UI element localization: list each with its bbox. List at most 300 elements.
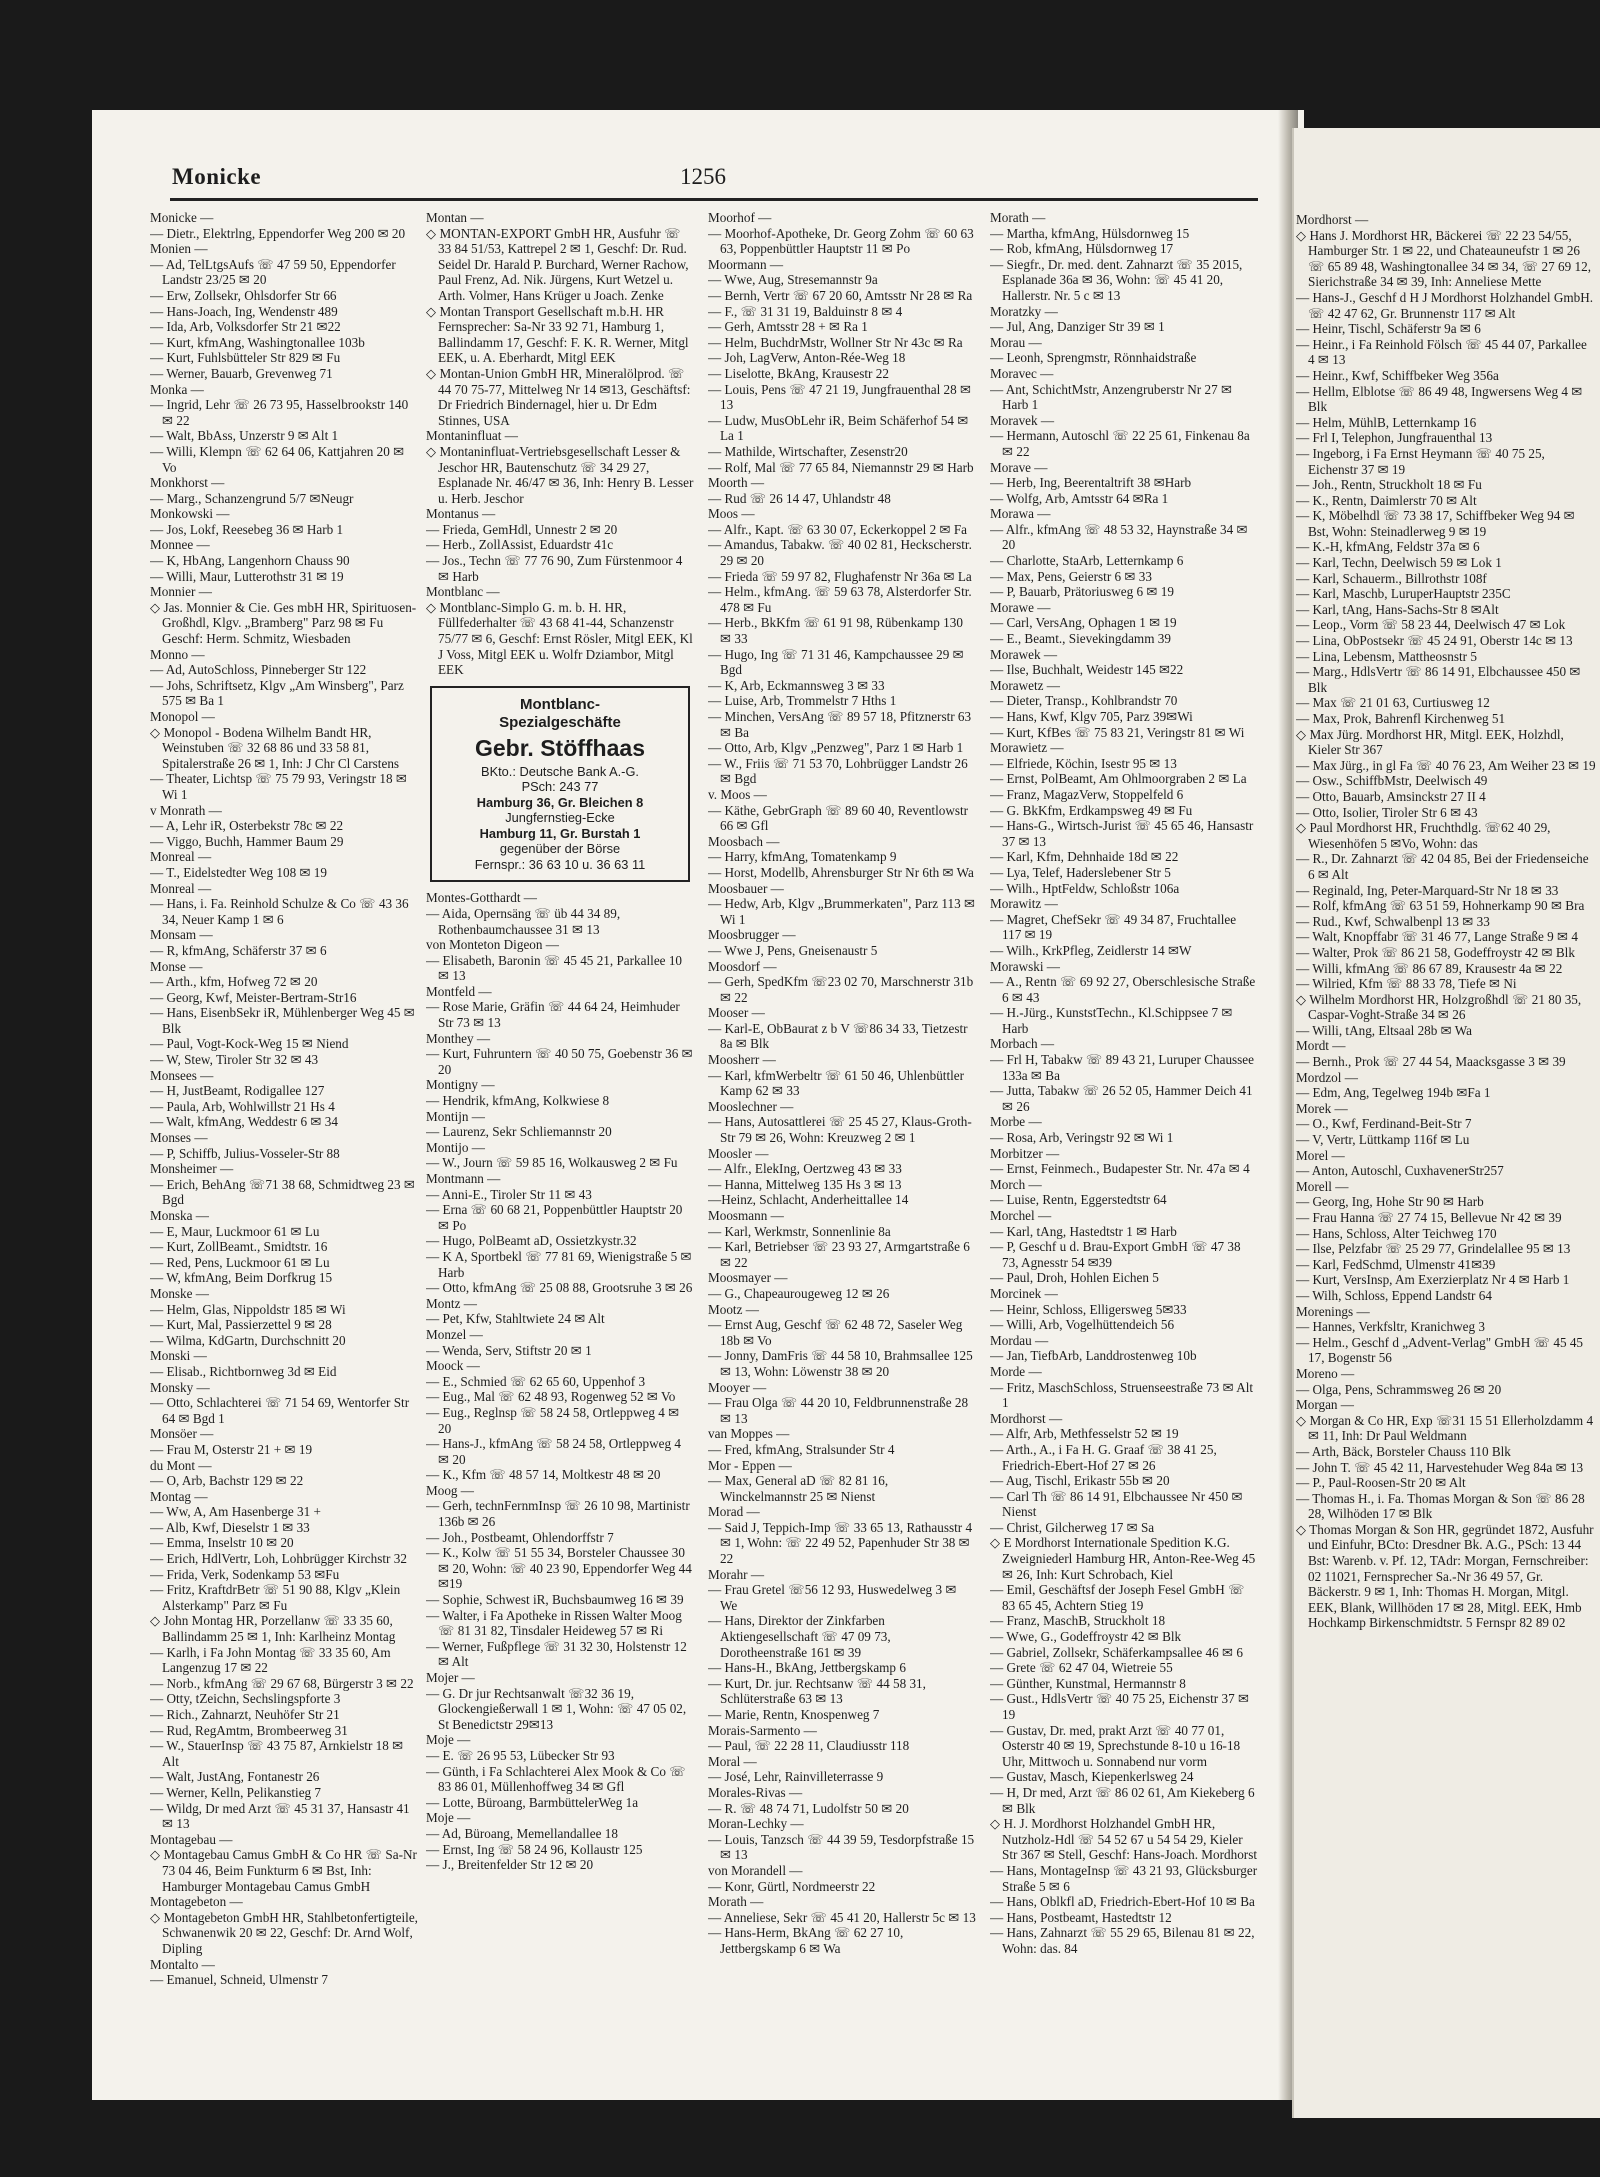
directory-entry: — Franz, MaschB, Struckholt 18 — [990, 1613, 1166, 1629]
ad-line-2: Spezialgeschäfte — [499, 713, 621, 731]
directory-entry: — E., Beamt., Sievekingdamm 39 — [990, 631, 1171, 647]
surname-heading: Montagebau — — [150, 1831, 233, 1847]
directory-entry: — Thomas H., i. Fa. Thomas Morgan & Son ☏ 86 28 28, Wilhöden 17 ✉ Blk — [1296, 1490, 1585, 1522]
directory-entry: — Grete ☏ 62 47 04, Wietreie 55 — [990, 1660, 1173, 1676]
surname-heading: Morawitz — — [990, 896, 1058, 912]
directory-entry: — G. Dr jur Rechtsanwalt ☏32 36 19, Glockengießerwall 1 ✉ 1, Wohn: ☏ 47 05 02, St Benedictstr 29✉13 — [426, 1685, 687, 1732]
directory-entry: — Joh., Postbeamt, Ohlendorffstr 7 — [426, 1529, 614, 1545]
surname-heading: Montijo — — [426, 1139, 485, 1155]
surname-heading: Monreal — — [150, 880, 212, 896]
surname-heading: Morbitzer — — [990, 1145, 1060, 1161]
directory-entry: — Ant, SchichtMstr, Anzengruberstr Nr 27 ✉ Harb 1 — [990, 381, 1233, 413]
directory-entry: — Otto, kfmAng ☏ 25 08 88, Grootsruhe 3 ✉ 26 — [426, 1280, 693, 1296]
directory-entry: — T., Eidelstedter Weg 108 ✉ 19 — [150, 864, 327, 880]
directory-entry: — Frau Olga ☏ 44 20 10, Feldbrunnenstraße 28 ✉ 13 — [708, 1395, 969, 1426]
surname-heading: Montfeld — — [426, 983, 492, 999]
directory-entry: — Kurt, KfBes ☏ 75 83 21, Veringstr 81 ✉ Wi — [990, 724, 1245, 740]
surname-heading: Montaninfluat — — [426, 428, 518, 444]
directory-entry: — Max Jürg., in gl Fa ☏ 40 76 23, Am Weiher 23 ✉ 19 — [1296, 757, 1596, 773]
directory-entry: — Lina, ObPostsekr ☏ 45 24 91, Oberstr 14c ✉ 13 — [1296, 633, 1573, 649]
ad-phone: Fernspr.: 36 63 10 u. 36 63 11 — [474, 856, 646, 872]
surname-heading: Moosmann — — [708, 1208, 784, 1223]
directory-entry: — J., Breitenfelder Str 12 ✉ 20 — [426, 1857, 594, 1873]
directory-entry: — Erw, Zollsekr, Ohlsdorfer Str 66 — [150, 287, 337, 303]
surname-heading: Morde — — [990, 1363, 1042, 1379]
directory-entry: — Gerh, technFernmInsp ☏ 26 10 98, Martinistr 136b ✉ 26 — [426, 1498, 690, 1530]
directory-entry: — Marg., Schanzengrund 5/7 ✉Neugr — [150, 490, 354, 506]
surname-heading: Morcinek — — [990, 1285, 1058, 1301]
directory-entry: — Gabriel, Zollsekr, Schäferkampsallee 46 ✉ 6 — [990, 1644, 1243, 1660]
directory-entry: — Alfr, Arb, Methfesselstr 52 ✉ 19 — [990, 1426, 1179, 1442]
directory-entry: — Kurt, kfmAng, Washingtonallee 103b — [150, 334, 365, 350]
surname-heading: Montanus — — [426, 506, 496, 522]
directory-entry: — Kurt, Dr. jur. Rechtsanw ☏ 44 58 31, Schlüterstraße 63 ✉ 13 — [708, 1675, 926, 1707]
directory-entry: — O, Arb, Bachstr 129 ✉ 22 — [150, 1473, 304, 1489]
directory-entry: — Minchen, VersAng ☏ 89 57 18, Pfitznerstr 63 ✉ Ba — [708, 709, 972, 740]
surname-heading: von Morandell — — [708, 1862, 803, 1878]
surname-heading: Mor - Eppen — — [708, 1457, 792, 1473]
directory-entry: — K, HbAng, Langenhorn Chauss 90 — [150, 553, 350, 569]
directory-entry: — H.-Jürg., KunststTechn., Kl.Schippsee 7 ✉ Harb — [990, 1005, 1233, 1036]
directory-entry: — Jonny, DamFris ☏ 44 58 10, Brahmsallee 125 ✉ 13, Wohn: Löwenstr 38 ✉ 20 — [708, 1348, 973, 1379]
column-4 — [990, 210, 1258, 2090]
surname-heading: Monski — — [150, 1348, 207, 1364]
directory-entry: ◇ H. J. Mordhorst Holzhandel GmbH HR, Nutzholz-Hdl ☏ 54 52 67 u 54 54 29, Kieler Str 367 ✉ Stell, Geschf: Hans-Joach. Mordhorst — [990, 1816, 1257, 1863]
surname-heading: Montz — — [426, 1295, 477, 1311]
directory-entry: — Kurt, ZollBeamt., Smidtstr. 16 — [150, 1239, 328, 1255]
surname-heading: Moog — — [426, 1482, 474, 1498]
directory-entry: — Konr, Gürtl, Nordmeerstr 22 — [708, 1878, 876, 1894]
directory-entry: ◇ Hans J. Mordhorst HR, Bäckerei ☏ 22 23 54/55, Hamburger Str. 1 ✉ 22, und Chateauneufstr 1 ✉ 26 ☏ 65 89 48, Washingtonallee 34 ✉ 34, ☏ 27 69 12, Sierichstraße 34 ✉ 39, Inh: Anneliese Mette — [1296, 227, 1592, 290]
surname-heading: Morenings — — [1296, 1303, 1370, 1319]
directory-entry: — Johs, Schriftsetz, Klgv „Am Winsberg", Parz 575 ✉ Ba 1 — [150, 677, 404, 709]
directory-entry: — Wwe, G., Godeffroystr 42 ✉ Blk — [990, 1629, 1182, 1645]
directory-entry: — Heinr., Kwf, Schiffbeker Weg 356a — [1296, 367, 1499, 383]
directory-entry: — Ernst, Feinmech., Budapester Str. Nr. 47a ✉ 4 — [990, 1161, 1250, 1177]
directory-entry: — Max ☏ 21 01 63, Curtiusweg 12 — [1296, 695, 1490, 711]
directory-entry: — Karl, tAng, Hans-Sachs-Str 8 ✉Alt — [1296, 601, 1499, 617]
directory-entry: — Rud., Kwf, Schwalbenpl 13 ✉ 33 — [1296, 913, 1490, 929]
surname-heading: Morales-Rivas — — [708, 1784, 803, 1800]
directory-entry: — Emanuel, Schneid, Ulmenstr 7 — [150, 1972, 328, 1988]
directory-entry: — Jos, Lokf, Reesebeg 36 ✉ Harb 1 — [150, 521, 344, 537]
surname-heading: Moosler — — [708, 1145, 769, 1161]
ad-psch: PSch: 243 77 — [521, 779, 599, 795]
directory-entry: — Walter, Prok ☏ 86 21 58, Godeffroystr 42 ✉ Blk — [1296, 944, 1575, 960]
directory-entry: — W., Friis ☏ 71 53 70, Lohbrügger Landstr 26 ✉ Bgd — [708, 755, 968, 787]
directory-entry: — Fritz, KraftdrBetr ☏ 51 90 88, Klgv „Klein Alsterkamp" Parz ✉ Fu — [150, 1582, 401, 1613]
directory-entry: — Karl, Kfm, Dehnhaide 18d ✉ 22 — [990, 849, 1179, 865]
directory-entry: — Walt, JustAng, Fontanestr 26 — [150, 1769, 320, 1785]
directory-entry: — W., Journ ☏ 59 85 16, Wolkausweg 2 ✉ Fu — [426, 1155, 678, 1171]
ad-brand: Gebr. Stöffhaas — [475, 734, 645, 761]
page-header — [170, 162, 1258, 200]
directory-entry: — Paul, ☏ 22 28 11, Claudiusstr 118 — [708, 1738, 910, 1754]
surname-heading: Moos — — [708, 506, 755, 522]
directory-entry: — Wolfg, Arb, Amtsstr 64 ✉Ra 1 — [990, 490, 1169, 506]
directory-entry: — Frieda ☏ 59 97 82, Flughafenstr Nr 36a ✉ La — [708, 568, 972, 584]
directory-entry: — R, kfmAng, Schäferstr 37 ✉ 6 — [150, 942, 327, 958]
directory-entry: — Wilried, Kfm ☏ 88 33 78, Tiefe ✉ Ni — [1296, 976, 1517, 992]
directory-entry: — Hermann, Autoschl ☏ 22 25 61, Finkenau 8a ✉ 22 — [990, 428, 1250, 459]
directory-entry: — Kurt, VersInsp, Am Exerzierplatz Nr 4 ✉ Harb 1 — [1296, 1272, 1570, 1288]
surname-heading: Morawski — — [990, 958, 1060, 974]
surname-heading: Montagebeton — — [150, 1894, 243, 1910]
surname-heading: Mojer — — [426, 1670, 475, 1685]
directory-entry: — Wenda, Serv, Stiftstr 20 ✉ 1 — [426, 1342, 592, 1358]
surname-heading: Monkhorst — — [150, 475, 225, 491]
directory-entry: — Hans-G., Wirtsch-Jurist ☏ 45 65 46, Hansastr 37 ✉ 13 — [990, 818, 1254, 849]
directory-entry: ◇ Jas. Monnier & Cie. Ges mbH HR, Spirituosen-Großhdl, Klgv. „Bramberg" Parz 98 ✉ Fu Geschf: Herm. Schmitz, Wiesbaden — [150, 599, 417, 647]
directory-entry: — Kurt, Fuhruntern ☏ 40 50 75, Goebenstr 36 ✉ 20 — [426, 1046, 693, 1077]
surname-heading: Montigny — — [426, 1077, 495, 1093]
directory-entry: — Hans, Schloss, Alter Teichweg 170 — [1296, 1225, 1497, 1241]
directory-entry: ◇ Montan Transport Gesellschaft m.b.H. HR Fernsprecher: Sa-Nr 33 92 71, Hamburg 1, Ballindamm 17, Geschf: F. K. R. Werner, Mitgl EEK, u. A. Eberhardt, Mitgl EEK — [426, 303, 689, 366]
directory-entry: — Karl-E, ObBaurat z b V ☏86 34 33, Tietzestr 8a ✉ Blk — [708, 1020, 968, 1052]
surname-heading: Mooser — — [708, 1005, 765, 1021]
directory-entry: — Theater, Lichtsp ☏ 75 79 93, Veringstr 18 ✉ Wi 1 — [150, 771, 407, 802]
surname-heading: Mordau — — [990, 1332, 1049, 1348]
directory-entry: — Anni-E., Tiroler Str 11 ✉ 43 — [426, 1186, 592, 1202]
directory-entry: — Werner, Kelln, Pelikanstieg 7 — [150, 1784, 322, 1800]
directory-entry: — Walt, kfmAng, Weddestr 6 ✉ 34 — [150, 1114, 338, 1130]
directory-entry: — Rose Marie, Gräfin ☏ 44 64 24, Heimhuder Str 73 ✉ 13 — [426, 999, 680, 1031]
directory-entry: — Helm., Geschf d „Advent-Verlag" GmbH ☏ 45 45 17, Bogenstr 56 — [1296, 1334, 1584, 1366]
surname-heading: Morawek — — [990, 646, 1058, 662]
directory-entry: — Gustav, Masch, Kiepenkerlsweg 24 — [990, 1769, 1194, 1785]
directory-entry: — Hans-J., Geschf d H J Mordhorst Holzhandel GmbH. ☏ 42 47 62, Gr. Brunnenstr 117 ✉ Alt — [1296, 289, 1594, 321]
surname-heading: Monsees — — [150, 1067, 214, 1083]
directory-entry: — Frl H, Tabakw ☏ 89 43 21, Luruper Chaussee 133a ✉ Ba — [990, 1052, 1255, 1083]
directory-entry: — Louis, Pens ☏ 47 21 19, Jungfrauenthal 28 ✉ 13 — [708, 381, 972, 413]
directory-entry: — Ernst Aug, Geschf ☏ 62 48 72, Saseler Weg 18b ✉ Vo — [708, 1317, 963, 1348]
directory-entry: — Gust., HdlsVertr ☏ 40 75 25, Eichenstr 37 ✉ 19 — [990, 1691, 1250, 1722]
directory-entry: ◇ Montagebau Camus GmbH & Co HR ☏ Sa-Nr 73 04 46, Beim Funkturm 6 ✉ Bst, Inh: Hamburger Montagebau Camus GmbH — [150, 1847, 417, 1894]
directory-entry: — Hans, Oblkfl aD, Friedrich-Ebert-Hof 10 ✉ Ba — [990, 1894, 1255, 1910]
directory-entry: — Frau M, Osterstr 21 + ✉ 19 — [150, 1441, 313, 1457]
directory-entry: — Ida, Arb, Volksdorfer Str 21 ✉22 — [150, 319, 341, 335]
surname-heading: Morchel — — [990, 1208, 1052, 1223]
directory-entry: — W, Stew, Tiroler Str 32 ✉ 43 — [150, 1052, 319, 1068]
directory-entry: — Walter, i Fa Apotheke in Rissen Walter Moog ☏ 81 31 82, Tinsdaler Heideweg 57 ✉ Ri — [426, 1607, 682, 1639]
directory-entry: — Ad, TelLtgsAufs ☏ 47 59 50, Eppendorfer Landstr 23/25 ✉ 20 — [150, 256, 396, 288]
directory-entry: ◇ Thomas Morgan & Son HR, gegründet 1872, Ausfuhr und Einfuhr, BCto: Dresdner Bk. A.G., PSch: 13 44 Bst: Warenb. v. Pf. 12, TAdr: Morgan, Fernschreiber: 02 11021, Fernsprecher Sa.-Nr 36 49 57, Gr. Bäckerstr. 9 ✉ 1, Inh: Thomas H. Morgan, Mitgl. EEK, Blank, Willhöden 17 ✉ 28, Mitgl. EEK, Hmb Hochkamp Birkenschmidtstr. 5 Fernspr 82 89 02 — [1296, 1521, 1594, 1631]
directory-entry: — Ernst, Ing ☏ 58 24 96, Kollaustr 125 — [426, 1841, 643, 1857]
directory-entry: — Joh., Rentn, Struckholt 18 ✉ Fu — [1296, 477, 1482, 493]
surname-heading: Mooslechner — — [708, 1098, 794, 1114]
directory-entry: — G. BkKfm, Erdkampsweg 49 ✉ Fu — [990, 802, 1193, 818]
directory-entry: — Frl I, Telephon, Jungfrauenthal 13 — [1296, 430, 1493, 446]
surname-heading: Morbe — — [990, 1114, 1042, 1130]
directory-entry: — A., Rentn ☏ 69 92 27, Oberschlesische Straße 6 ✉ 43 — [990, 974, 1256, 1005]
directory-entry: — P, Bauarb, Prätoriusweg 6 ✉ 19 — [990, 584, 1174, 600]
directory-entry: — Reginald, Ing, Peter-Marquard-Str Nr 18 ✉ 33 — [1296, 882, 1559, 898]
surname-heading: du Mont — — [150, 1457, 212, 1473]
directory-entry: — Heinr, Tischl, Schäferstr 9a ✉ 6 — [1296, 321, 1481, 337]
directory-entry: — Karlh, i Fa John Montag ☏ 33 35 60, Am Langenzug 17 ✉ 22 — [150, 1644, 391, 1676]
directory-entry: — Mathilde, Wirtschafter, Zesenstr20 — [708, 443, 908, 459]
directory-entry: — Hans-Joach, Ing, Wendenstr 489 — [150, 303, 338, 319]
directory-entry: — Günther, Kunstmal, Hermannstr 8 — [990, 1675, 1186, 1691]
directory-entry: — Elisab., Richtbornweg 3d ✉ Eid — [150, 1363, 337, 1379]
surname-heading: Monsam — — [150, 927, 213, 943]
directory-entry: — W, kfmAng, Beim Dorfkrug 15 — [150, 1270, 333, 1286]
directory-entry: — Ww, A, Am Hasenberge 31 + — [150, 1504, 321, 1520]
directory-entry: — Karl, FedSchmd, Ulmenstr 41✉39 — [1296, 1256, 1496, 1272]
directory-entry: — Wilma, KdGartn, Durchschnitt 20 — [150, 1332, 346, 1348]
directory-entry: — Günth, i Fa Schlachterei Alex Mook & Co ☏ 83 86 01, Müllenhoffweg 34 ✉ Gfl — [426, 1763, 686, 1795]
directory-entry: — Amandus, Tabakw. ☏ 40 02 81, Heckscherstr. 29 ✉ 20 — [708, 537, 972, 569]
directory-entry: — Ilse, Pelzfabr ☏ 25 29 77, Grindelallee 95 ✉ 13 — [1296, 1241, 1571, 1257]
surname-heading: Morch — — [990, 1176, 1042, 1192]
directory-entry: — Hans, Autosattlerei ☏ 25 45 27, Klaus-Groth-Str 79 ✉ 26, Wohn: Kreuzweg 2 ✉ 1 — [708, 1114, 972, 1146]
surname-heading: Montijn — — [426, 1108, 485, 1124]
directory-entry: — Lya, Telef, Haderslebener Str 5 — [990, 864, 1171, 880]
surname-heading: v. Moos — — [708, 786, 767, 802]
surname-heading: Morave — — [990, 459, 1048, 475]
directory-entry: — Arth., A., i Fa H. G. Graaf ☏ 38 41 25, Friedrich-Ebert-Hof 27 ✉ 26 — [990, 1441, 1217, 1473]
directory-entry: — Said J, Teppich-Imp ☏ 33 65 13, Rathausstr 4 ✉ 1, Wohn: ☏ 22 49 52, Papenhuder Str 38 ✉ 22 — [708, 1519, 973, 1567]
directory-entry: — Dieter, Transp., Kohlbrandstr 70 — [990, 693, 1178, 709]
directory-entry: — Luise, Arb, Trommelstr 7 Hths 1 — [708, 693, 897, 709]
surname-heading: Moosbrugger — — [708, 927, 796, 943]
directory-entry: — Otto, Arb, Klgv „Penzweg", Parz 1 ✉ Harb 1 — [708, 740, 964, 756]
directory-entry: — Georg, Ing, Hohe Str 90 ✉ Harb — [1296, 1194, 1484, 1210]
directory-entry: — Otto, Bauarb, Amsinckstr 27 II 4 — [1296, 788, 1486, 804]
directory-entry: — Wwe J, Pens, Gneisenaustr 5 — [708, 942, 878, 958]
directory-entry: — Alfr., Kapt. ☏ 63 30 07, Eckerkoppel 2 ✉ Fa — [708, 521, 968, 537]
directory-entry: — Alfr., ElekIng, Oertzweg 43 ✉ 33 — [708, 1161, 902, 1177]
directory-entry: — Frieda, GemHdl, Unnestr 2 ✉ 20 — [426, 521, 618, 537]
directory-entry: — Otty, tZeichn, Sechslingspforte 3 — [150, 1691, 341, 1707]
directory-entry: ◇ E Mordhorst Internationale Spedition K.G. Zweigniederl Hamburg HR, Anton-Ree-Weg 45 ✉ 26, Inh: Kurt Schrobach, Kiel — [990, 1535, 1256, 1582]
directory-entry: — Viggo, Buchh, Hammer Baum 29 — [150, 833, 344, 849]
directory-entry: — Paul, Vogt-Kock-Weg 15 ✉ Niend — [150, 1036, 349, 1052]
directory-entry: — Frida, Verk, Sodenkamp 53 ✉Fu — [150, 1566, 340, 1582]
directory-entry: — Joh, LagVerw, Anton-Rée-Weg 18 — [708, 350, 906, 366]
directory-entry: — Sophie, Schwest iR, Buchsbaumweg 16 ✉ 39 — [426, 1592, 684, 1608]
directory-entry: ◇ Montaninfluat-Vertriebsgesellschaft Lesser & Jeschor HR, Bautenschutz ☏ 34 29 27, Esplanade Nr. 46/47 ✉ 36, Inh: Henry B. Lesser u. Herb. Jeschor — [426, 443, 694, 506]
surname-heading: Morel — — [1296, 1147, 1345, 1163]
directory-entry: — Wwe, Aug, Stresemannstr 9a — [708, 272, 878, 288]
directory-entry: ◇ Montan-Union GmbH HR, Mineralölprod. ☏ 44 70 75-77, Mittelweg Nr 14 ✉13, Geschäftsf: Dr Friedrich Bindernagel, hier u. Dr Edm Stinnes, USA — [426, 365, 691, 428]
directory-entry: — Arth., kfm, Hofweg 72 ✉ 20 — [150, 974, 318, 990]
directory-entry: — Paula, Arb, Wohlwillstr 21 Hs 4 — [150, 1098, 335, 1114]
directory-entry: — Ilse, Buchhalt, Weidestr 145 ✉22 — [990, 662, 1184, 678]
directory-entry: — Hans, Postbeamt, Hastedtstr 12 — [990, 1909, 1172, 1925]
directory-entry: — Karl, tAng, Hastedtstr 1 ✉ Harb — [990, 1223, 1177, 1239]
directory-entry: — Edm, Ang, Tegelweg 194b ✉Fa 1 — [1296, 1085, 1491, 1101]
directory-entry: — Wilh., KrkPfleg, Zeidlerstr 14 ✉W — [990, 942, 1192, 958]
directory-entry: — Helm, BuchdrMstr, Wollner Str Nr 43c ✉ Ra — [708, 334, 963, 350]
directory-entry: — K., Kolw ☏ 51 55 34, Borsteler Chaussee 30 ✉ 20, Wohn: ☏ 40 23 90, Eppendorfer Weg 44✉19 — [426, 1545, 692, 1592]
directory-entry: — Charlotte, StaArb, Letternkamp 6 — [990, 553, 1184, 569]
directory-entry: — K.-H, kfmAng, Feldstr 37a ✉ 6 — [1296, 539, 1480, 555]
directory-entry: — Rosa, Arb, Veringstr 92 ✉ Wi 1 — [990, 1130, 1174, 1146]
montblanc-advertisement — [430, 686, 690, 883]
directory-entry: — Walt, Knopffabr ☏ 31 46 77, Lange Straße 9 ✉ 4 — [1296, 929, 1578, 945]
surname-heading: Morek — — [1296, 1100, 1348, 1116]
surname-heading: Moosherr — — [708, 1052, 776, 1068]
directory-entry: — R. ☏ 48 74 71, Ludolfstr 50 ✉ 20 — [708, 1800, 909, 1816]
column-2-top-entries — [426, 210, 694, 678]
surname-heading: Mooyer — — [708, 1379, 767, 1395]
directory-entry: — Bernh, Vertr ☏ 67 20 60, Amtsstr Nr 28 ✉ Ra — [708, 287, 973, 303]
directory-entry: — Lotte, Büroang, BarmbüttelerWeg 1a — [426, 1794, 639, 1810]
directory-entry: — Karl, Techn, Deelwisch 59 ✉ Lok 1 — [1296, 555, 1502, 571]
directory-entry: — Heinr, Schloss, Elligersweg 5✉33 — [990, 1301, 1187, 1317]
directory-entry: — Hans, Zahnarzt ☏ 55 29 65, Bilenau 81 ✉ 22, Wohn: das. 84 — [990, 1925, 1255, 1956]
surname-heading: Monzel — — [426, 1326, 483, 1342]
directory-entry: — Helm, MühlB, Letternkamp 16 — [1296, 414, 1477, 430]
directory-entry: — Pet, Kfw, Stahltwiete 24 ✉ Alt — [426, 1311, 605, 1327]
directory-entry: — Werner, Bauarb, Grevenweg 71 — [150, 365, 333, 381]
surname-heading: Mordhorst — — [1296, 212, 1369, 227]
directory-entry: — Herb., BkKfm ☏ 61 91 98, Rübenkamp 130 ✉ 33 — [708, 615, 963, 647]
surname-heading: Morahr — — [708, 1566, 765, 1582]
surname-heading: Montmann — — [426, 1171, 501, 1186]
surname-heading: Monnier — — [150, 584, 212, 600]
directory-entry: —Heinz, Schlacht, Anderheittallee 14 — [708, 1192, 909, 1208]
directory-entry: — Dietr., Elektrlng, Eppendorfer Weg 200 ✉ 20 — [150, 225, 406, 241]
directory-entry: — Willi, Arb, Vogelhüttendeich 56 — [990, 1317, 1175, 1333]
ad-address-2-detail: gegenüber der Börse — [499, 841, 621, 857]
directory-entry: — Herb., ZollAssist, Eduardstr 41c — [426, 537, 614, 553]
directory-entry: — Max, Pens, Geierstr 6 ✉ 33 — [990, 568, 1152, 584]
surname-heading: Monse — — [150, 958, 203, 974]
directory-entry: — G., Chapeaurougeweg 12 ✉ 26 — [708, 1285, 890, 1301]
column-2-bottom-entries — [426, 890, 694, 1872]
directory-entry: — A, Lehr iR, Osterbekstr 78c ✉ 22 — [150, 818, 344, 834]
directory-entry: — Magret, ChefSekr ☏ 49 34 87, Fruchtallee 117 ✉ 19 — [990, 911, 1237, 943]
directory-entry: — Hans, EisenbSekr iR, Mühlenberger Weg 45 ✉ Blk — [150, 1005, 415, 1036]
directory-entry: — Karl, Schauerm., Billrothstr 108f — [1296, 570, 1487, 586]
directory-entry: — Rich., Zahnarzt, Neuhöfer Str 21 — [150, 1707, 340, 1722]
directory-entry: — Elfriede, Köchin, Isestr 95 ✉ 13 — [990, 755, 1177, 771]
directory-entry: — Werner, Fußpflege ☏ 31 32 30, Holstenstr 12 ✉ Alt — [426, 1638, 687, 1670]
directory-entry: — Arth, Bäck, Borsteler Chauss 110 Blk — [1296, 1443, 1511, 1459]
surname-heading: Morgan — — [1296, 1397, 1354, 1413]
surname-heading: Moosbauer — — [708, 880, 784, 896]
surname-heading: Monsöer — — [150, 1426, 214, 1442]
surname-heading: Mootz — — [708, 1301, 759, 1317]
directory-entry: — Alb, Kwf, Dieselstr 1 ✉ 33 — [150, 1519, 310, 1535]
surname-heading: Morawa — — [990, 506, 1051, 522]
surname-heading: Morath — — [990, 210, 1046, 225]
directory-entry: — Hendrik, kfmAng, Kolkwiese 8 — [426, 1093, 610, 1109]
directory-entry: — Bernh., Prok ☏ 27 44 54, Maacksgasse 3 ✉ 39 — [1296, 1054, 1566, 1070]
directory-entry: — Alfr., kfmAng ☏ 48 53 32, Haynstraße 34 ✉ 20 — [990, 521, 1248, 553]
surname-heading: Moje — — [426, 1810, 471, 1826]
surname-heading: Mordhorst — — [990, 1410, 1063, 1426]
surname-heading: Monreal — — [150, 849, 212, 865]
column-1 — [150, 210, 418, 2090]
directory-entry: — Hans-Herm, BkAng ☏ 62 27 10, Jettbergskamp 6 ✉ Wa — [708, 1925, 904, 1956]
surname-heading: Monien — — [150, 241, 208, 257]
surname-heading: Morath — — [708, 1894, 764, 1910]
directory-entry: — Hugo, PolBeamt aD, Ossietzkystr.32 — [426, 1233, 637, 1249]
surname-heading: Monska — — [150, 1208, 209, 1223]
directory-entry: — Karl, Werkmstr, Sonnenlinie 8a — [708, 1223, 891, 1239]
surname-heading: Monno — — [150, 646, 205, 662]
surname-heading: Montes-Gotthardt — — [426, 890, 537, 906]
directory-entry: — P, Geschf u d. Brau-Export GmbH ☏ 47 38 73, Agnesstr 54 ✉39 — [990, 1239, 1241, 1270]
directory-entry: — Karl, Maschb, LuruperHauptstr 235C — [1296, 586, 1511, 602]
directory-entry: — Erich, BehAng ☏71 38 68, Schmidtweg 23 ✉ Bgd — [150, 1176, 415, 1208]
directory-entry: — Ad, AutoSchloss, Pinneberger Str 122 — [150, 662, 367, 678]
directory-entry: — Jos., Techn ☏ 77 76 90, Zum Fürstenmoor 4 ✉ Harb — [426, 553, 683, 584]
directory-entry: — K A, Sportbekl ☏ 77 81 69, Wienigstraße 5 ✉ Harb — [426, 1248, 692, 1280]
surname-heading: Monka — — [150, 381, 204, 397]
directory-entry: — E. ☏ 26 95 53, Lübecker Str 93 — [426, 1747, 615, 1763]
directory-entry: ◇ Montagebeton GmbH HR, Stahlbetonfertigteile, Schwanenwik 20 ✉ 22, Geschf: Dr. Arnd Wolf, Dipling — [150, 1909, 418, 1956]
directory-entry: — Max, General aD ☏ 82 81 16, Winckelmannstr 25 ✉ Nienst — [708, 1473, 889, 1504]
directory-entry: — Leonh, Sprengmstr, Rönnhaidstraße — [990, 350, 1197, 366]
directory-entry: — Fritz, MaschSchloss, Struenseestraße 73 ✉ Alt 1 — [990, 1379, 1254, 1411]
surname-heading: Monsky — — [150, 1379, 210, 1395]
surname-heading: Monses — — [150, 1130, 208, 1146]
directory-entry: — Ad, Büroang, Memellandallee 18 — [426, 1825, 618, 1841]
surname-heading: Morawietz — — [990, 740, 1064, 756]
directory-entry: — Willi, Maur, Lutterothstr 31 ✉ 19 — [150, 568, 344, 584]
directory-entry: — Käthe, GebrGraph ☏ 89 60 40, Reventlowstr 66 ✉ Gfl — [708, 802, 969, 834]
directory-entry: — Rud ☏ 26 14 47, Uhlandstr 48 — [708, 490, 891, 506]
ad-address-1-detail: Jungfernstieg-Ecke — [505, 810, 615, 826]
running-head: Monicke — [172, 164, 262, 189]
directory-entry: — K., Kfm ☏ 48 57 14, Moltkestr 48 ✉ 20 — [426, 1467, 661, 1483]
directory-entry: — Siegfr., Dr. med. dent. Zahnarzt ☏ 35 2015, Esplanade 36a ✉ 36, Wohn: ☏ 45 41 20, Hallerstr. Nr. 5 c ✉ 13 — [990, 256, 1243, 303]
ad-line-1: Montblanc- — [520, 695, 600, 713]
directory-entry: — Wilh, Schloss, Eppend Landstr 64 — [1296, 1287, 1492, 1303]
surname-heading: Moral — — [708, 1753, 757, 1769]
directory-entry: — Anneliese, Sekr ☏ 45 41 20, Hallerstr 5c ✉ 13 — [708, 1909, 976, 1925]
directory-entry: — Rolf, kfmAng ☏ 63 51 59, Hohnerkamp 90 ✉ Bra — [1296, 898, 1585, 914]
directory-entry: — Kurt, Mal, Passierzettel 9 ✉ 28 — [150, 1317, 332, 1333]
directory-entry: — Hannes, Verkfsltr, Kranichweg 3 — [1296, 1319, 1485, 1335]
surname-heading: Mordt — — [1296, 1038, 1346, 1054]
directory-entry: — P, Schiffb, Julius-Vosseler-Str 88 — [150, 1145, 340, 1161]
surname-heading: v Monrath — — [150, 802, 222, 818]
directory-entry: — Eug., Mal ☏ 62 48 93, Rogenweg 52 ✉ Vo — [426, 1389, 676, 1405]
directory-entry: — Ingeborg, i Fa Ernst Heymann ☏ 40 75 25, Eichenstr 37 ✉ 19 — [1296, 445, 1545, 477]
directory-entry: — W., StauerInsp ☏ 43 75 87, Arnkielstr 18 ✉ Alt — [150, 1738, 404, 1769]
directory-entry: — Emil, Geschäftsf der Joseph Fesel GmbH ☏ 83 65 45, Achtern Stieg 19 — [990, 1582, 1245, 1613]
surname-heading: Moratzky — — [990, 303, 1058, 319]
directory-entry: — Karl, Betriebser ☏ 23 93 27, Armgartstraße 6 ✉ 22 — [708, 1239, 970, 1270]
directory-entry: — Max, Prok, Bahrenfl Kirchenweg 51 — [1296, 711, 1506, 726]
surname-heading: Morell — — [1296, 1178, 1349, 1194]
directory-entry: — Elisabeth, Baronin ☏ 45 45 21, Parkallee 10 ✉ 13 — [426, 952, 683, 984]
directory-entry: — Osw., SchiffbMstr, Deelwisch 49 — [1296, 773, 1488, 789]
surname-heading: Moormann — — [708, 256, 784, 272]
directory-entry: — Karl, kfmWerbeltr ☏ 61 50 46, Uhlenbüttler Kamp 62 ✉ 33 — [708, 1067, 965, 1099]
directory-entry: — Carl Th ☏ 86 14 91, Elbchaussee Nr 450 ✉ Nienst — [990, 1488, 1243, 1520]
directory-entry: — H, JustBeamt, Rodigallee 127 — [150, 1083, 325, 1099]
directory-entry: — R., Dr. Zahnarzt ☏ 42 04 85, Bei der Friedenseiche 6 ✉ Alt — [1296, 851, 1589, 882]
directory-entry: — Jan, TiefbArb, Landdrostenweg 10b — [990, 1348, 1197, 1364]
directory-entry: — Hans, Direktor der Zinkfarben Aktiengesellschaft ☏ 47 09 73, Dorotheenstraße 161 ✉ 39 — [708, 1613, 891, 1660]
surname-heading: Monkowski — — [150, 506, 230, 522]
directory-entry: ◇ Max Jürg. Mordhorst HR, Mitgl. EEK, Holzhdl, Kieler Str 367 — [1296, 726, 1564, 758]
directory-entry: — Gerh, Amtsstr 28 + ✉ Ra 1 — [708, 319, 868, 335]
directory-entry: — E., Schmied ☏ 62 65 60, Uppenhof 3 — [426, 1373, 646, 1389]
surname-heading: Moravek — — [990, 412, 1055, 428]
directory-entry: — Ingrid, Lehr ☏ 26 73 95, Hasselbrookstr 140 ✉ 22 — [150, 397, 409, 428]
directory-entry: — K., Rentn, Daimlerstr 70 ✉ Alt — [1296, 492, 1477, 508]
directory-entry: — Georg, Kwf, Meister-Bertram-Str16 — [150, 989, 357, 1005]
directory-entry: — Leop., Vorm ☏ 58 23 44, Deelwisch 47 ✉ Lok — [1296, 617, 1566, 633]
surname-heading: Moran-Lechky — — [708, 1816, 804, 1832]
